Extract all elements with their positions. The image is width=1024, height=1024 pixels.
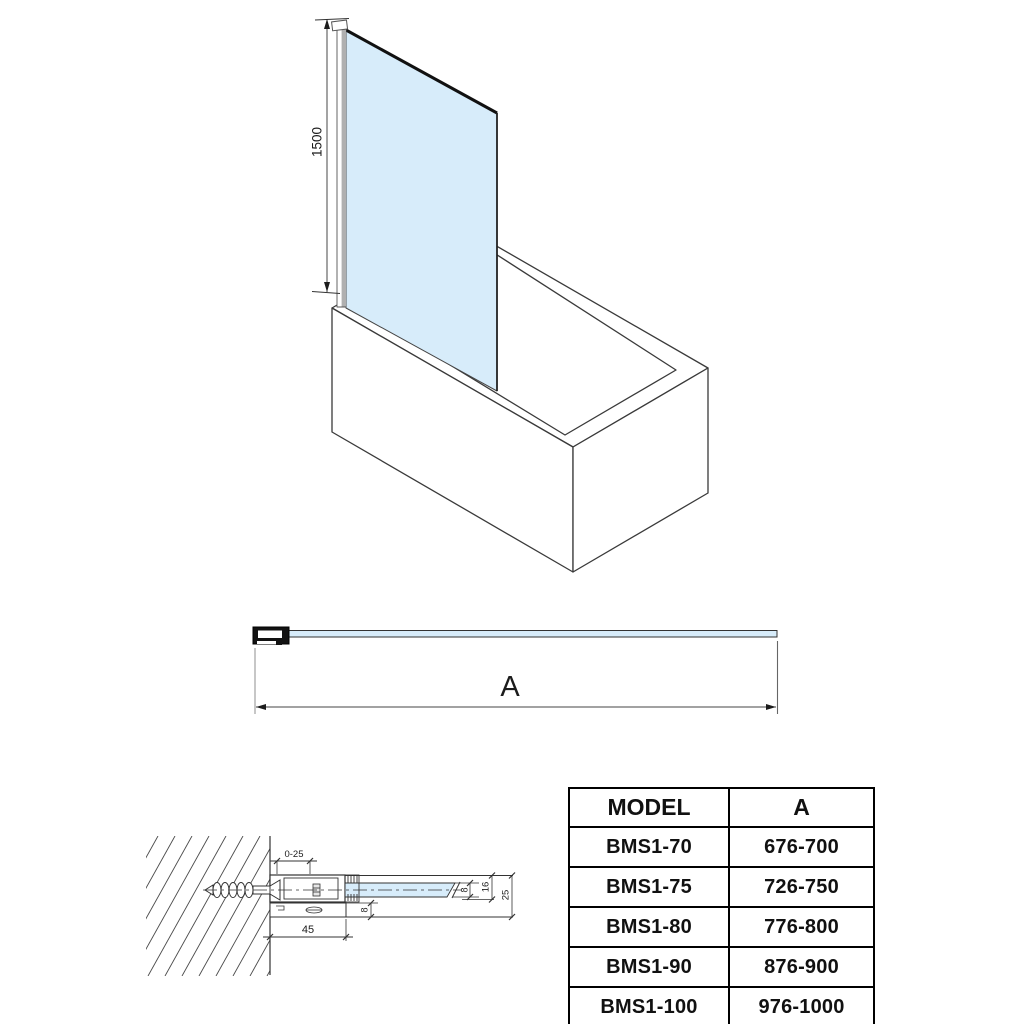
bracket-slot bbox=[257, 641, 278, 644]
model-cell: BMS1-90 bbox=[569, 947, 729, 987]
total-width-label: 25 bbox=[500, 889, 512, 901]
dim-arrow-down bbox=[324, 282, 330, 292]
model-cell: BMS1-100 bbox=[569, 987, 729, 1024]
model-cell: BMS1-80 bbox=[569, 907, 729, 947]
model-cell: BMS1-70 bbox=[569, 827, 729, 867]
bracket-block bbox=[276, 640, 282, 645]
lower-trim-piece bbox=[270, 903, 346, 917]
table-row bbox=[569, 907, 874, 947]
range-cell: 726-750 bbox=[729, 867, 874, 907]
dimA-arrow-right bbox=[766, 704, 776, 710]
model-cell: BMS1-75 bbox=[569, 867, 729, 907]
spec-table-header-model: MODEL bbox=[569, 788, 729, 827]
dimA-arrow-left bbox=[256, 704, 266, 710]
spec-table bbox=[568, 787, 875, 1024]
plan-wall-bracket bbox=[253, 627, 289, 645]
inner-width-label: 16 bbox=[480, 881, 492, 893]
plan-glass-strip bbox=[289, 631, 777, 638]
dim-arrow-up bbox=[324, 19, 330, 29]
spec-table-header-a: A bbox=[729, 788, 874, 827]
table-row bbox=[569, 987, 874, 1024]
profile-inner-chamber bbox=[284, 878, 338, 899]
glass-thickness-label: 8 bbox=[459, 887, 470, 893]
dim-ext-bottom bbox=[312, 292, 340, 294]
bathtub-screen-isometric-view bbox=[310, 19, 708, 573]
range-cell: 776-800 bbox=[729, 907, 874, 947]
depth-dim-label: 45 bbox=[301, 924, 315, 936]
adjust-range-label: 0-25 bbox=[284, 849, 304, 860]
range-cell: 876-900 bbox=[729, 947, 874, 987]
dim-ext-top bbox=[315, 19, 349, 21]
dimension-A bbox=[255, 641, 778, 714]
wall-profile-top-cap bbox=[332, 20, 348, 31]
bracket-notch bbox=[258, 631, 282, 639]
range-cell: 676-700 bbox=[729, 827, 874, 867]
table-row bbox=[569, 827, 874, 867]
height-dim-label: 1500 bbox=[309, 126, 325, 158]
width-dim-label: A bbox=[500, 671, 520, 703]
table-row bbox=[569, 867, 874, 907]
wall-profile-strip-shade bbox=[342, 25, 346, 307]
wall-section-detail bbox=[80, 836, 515, 976]
spec-table-header-row bbox=[569, 788, 874, 827]
table-row bbox=[569, 947, 874, 987]
offset-dim-label: 8 bbox=[359, 907, 370, 913]
screen-plan-view bbox=[253, 627, 778, 714]
range-cell: 976-1000 bbox=[729, 987, 874, 1024]
